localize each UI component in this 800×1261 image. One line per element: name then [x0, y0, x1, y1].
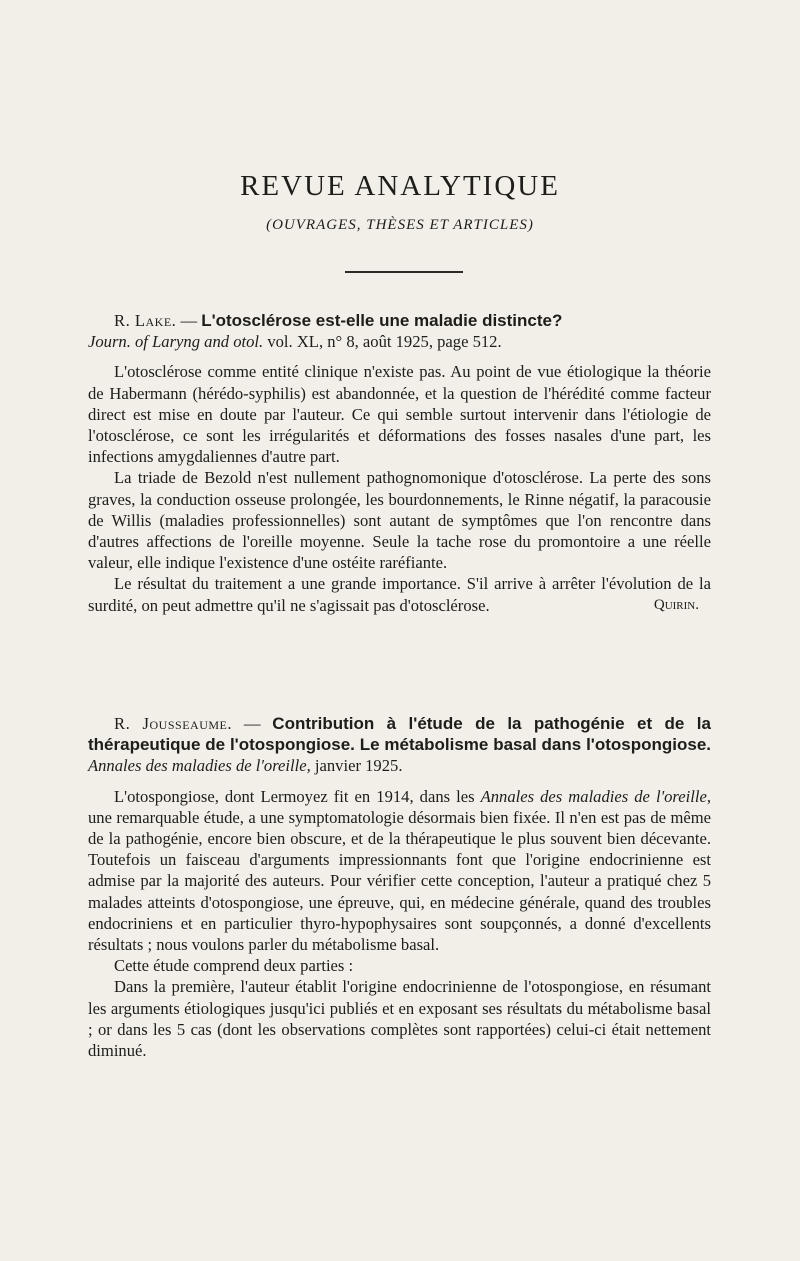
reviewer-signature: Quirin.: [653, 596, 699, 613]
article-author: R. Lake.: [114, 311, 177, 330]
paragraph-text: L'otospongiose, dont Lermoyez fit en 1914, dans les: [114, 786, 481, 806]
paragraph: Cette étude comprend deux parties :: [114, 956, 354, 976]
paragraph: [88, 573, 711, 615]
article-journal: Annales des maladies de l'oreille,: [88, 756, 311, 776]
article-author: R. Jousseaume.: [114, 714, 233, 733]
section-subtitle: (OUVRAGES, THÈSES ET ARTICLES): [266, 217, 534, 233]
paragraph: [88, 786, 711, 956]
heading-dash: —: [232, 714, 273, 733]
article-heading: [88, 713, 711, 777]
article-title: L'otosclérose est-elle une maladie distincte?: [201, 311, 563, 330]
paragraph: La triade de Bezold n'est nullement pathognomonique d'otosclérose. La perte des sons graves, la conduction osseuse prolongée, les bourdonnements, le Rinne négatif, la paracousie de Willis (maladies professionnelles) sont autant de symptômes que l'on rencontre dans d'autres affections de l'oreille moyenne. Seule la tache rose du promontoire a une réelle valeur, elle indique l'existence d'une ostéite raréfiante.: [88, 468, 711, 573]
article-reference: vol. XL, n° 8, août 1925, page 512.: [263, 332, 502, 352]
article-heading: [88, 310, 711, 352]
section-title: REVUE ANALYTIQUE: [240, 170, 560, 202]
article-lake: [88, 310, 711, 616]
article-title: Contribution à l'étude de la pathogénie et de la thérapeutique de l'otospongiose. Le métabolisme basal dans l'otospongiose.: [88, 714, 711, 755]
heading-dash: —: [176, 311, 202, 330]
journal-citation: Annales des maladies de l'oreille: [480, 786, 707, 806]
paragraph-text: Le résultat du traitement a une grande importance. S'il arrive à arrêter l'évolution de la surdité, on peut admettre qu'il ne s'agissait pas d'otosclérose.: [88, 574, 711, 615]
paragraph: L'otosclérose comme entité clinique n'existe pas. Au point de vue étiologique la théorie de Habermann (hérédo-syphilis) est abandonnée, et la question de l'hérédité comme facteur direct est mise en doute par l'auteur. Ce qui semble surtout intervenir dans l'étiologie de l'otosclérose, ce sont les irrégularités et déformations des fosses nasales d'une part, les infections amygdaliennes d'autre part.: [88, 362, 711, 467]
divider-rule: [345, 271, 463, 273]
article-jousseaume: [88, 713, 711, 1061]
article-reference: janvier 1925.: [310, 756, 403, 776]
paragraph-text: , une remarquable étude, a une symptomatologie désormais bien fixée. Il n'en est pas de même de la pathogénie, encore bien obscure, et de la thérapeutique le plus souvent bien décevante. Toutefois un faisceau d'arguments impressionnants font que l'origine endocrinienne est admise par la majorité des auteurs. Pour vérifier cette conception, l'auteur a pratiqué chez 5 malades atteints d'otospongiose, une épreuve, qui, en médecine générale, quand des troubles endocriniens et en particulier thyro-hypophysaires sont soupçonnés, a donné d'excellents résultats ; nous voulons parler du métabolisme basal.: [88, 786, 711, 955]
paragraph: Dans la première, l'auteur établit l'origine endocrinienne de l'otospongiose, en résumant les arguments étiologiques jusqu'ici publiés et en exposant ses résultats du métabolisme basal ; or dans les 5 cas (dont les observations complètes sont rapportées) celui-ci était nettement diminué.: [88, 977, 711, 1061]
article-journal: Journ. of Laryng and otol.: [88, 332, 264, 352]
